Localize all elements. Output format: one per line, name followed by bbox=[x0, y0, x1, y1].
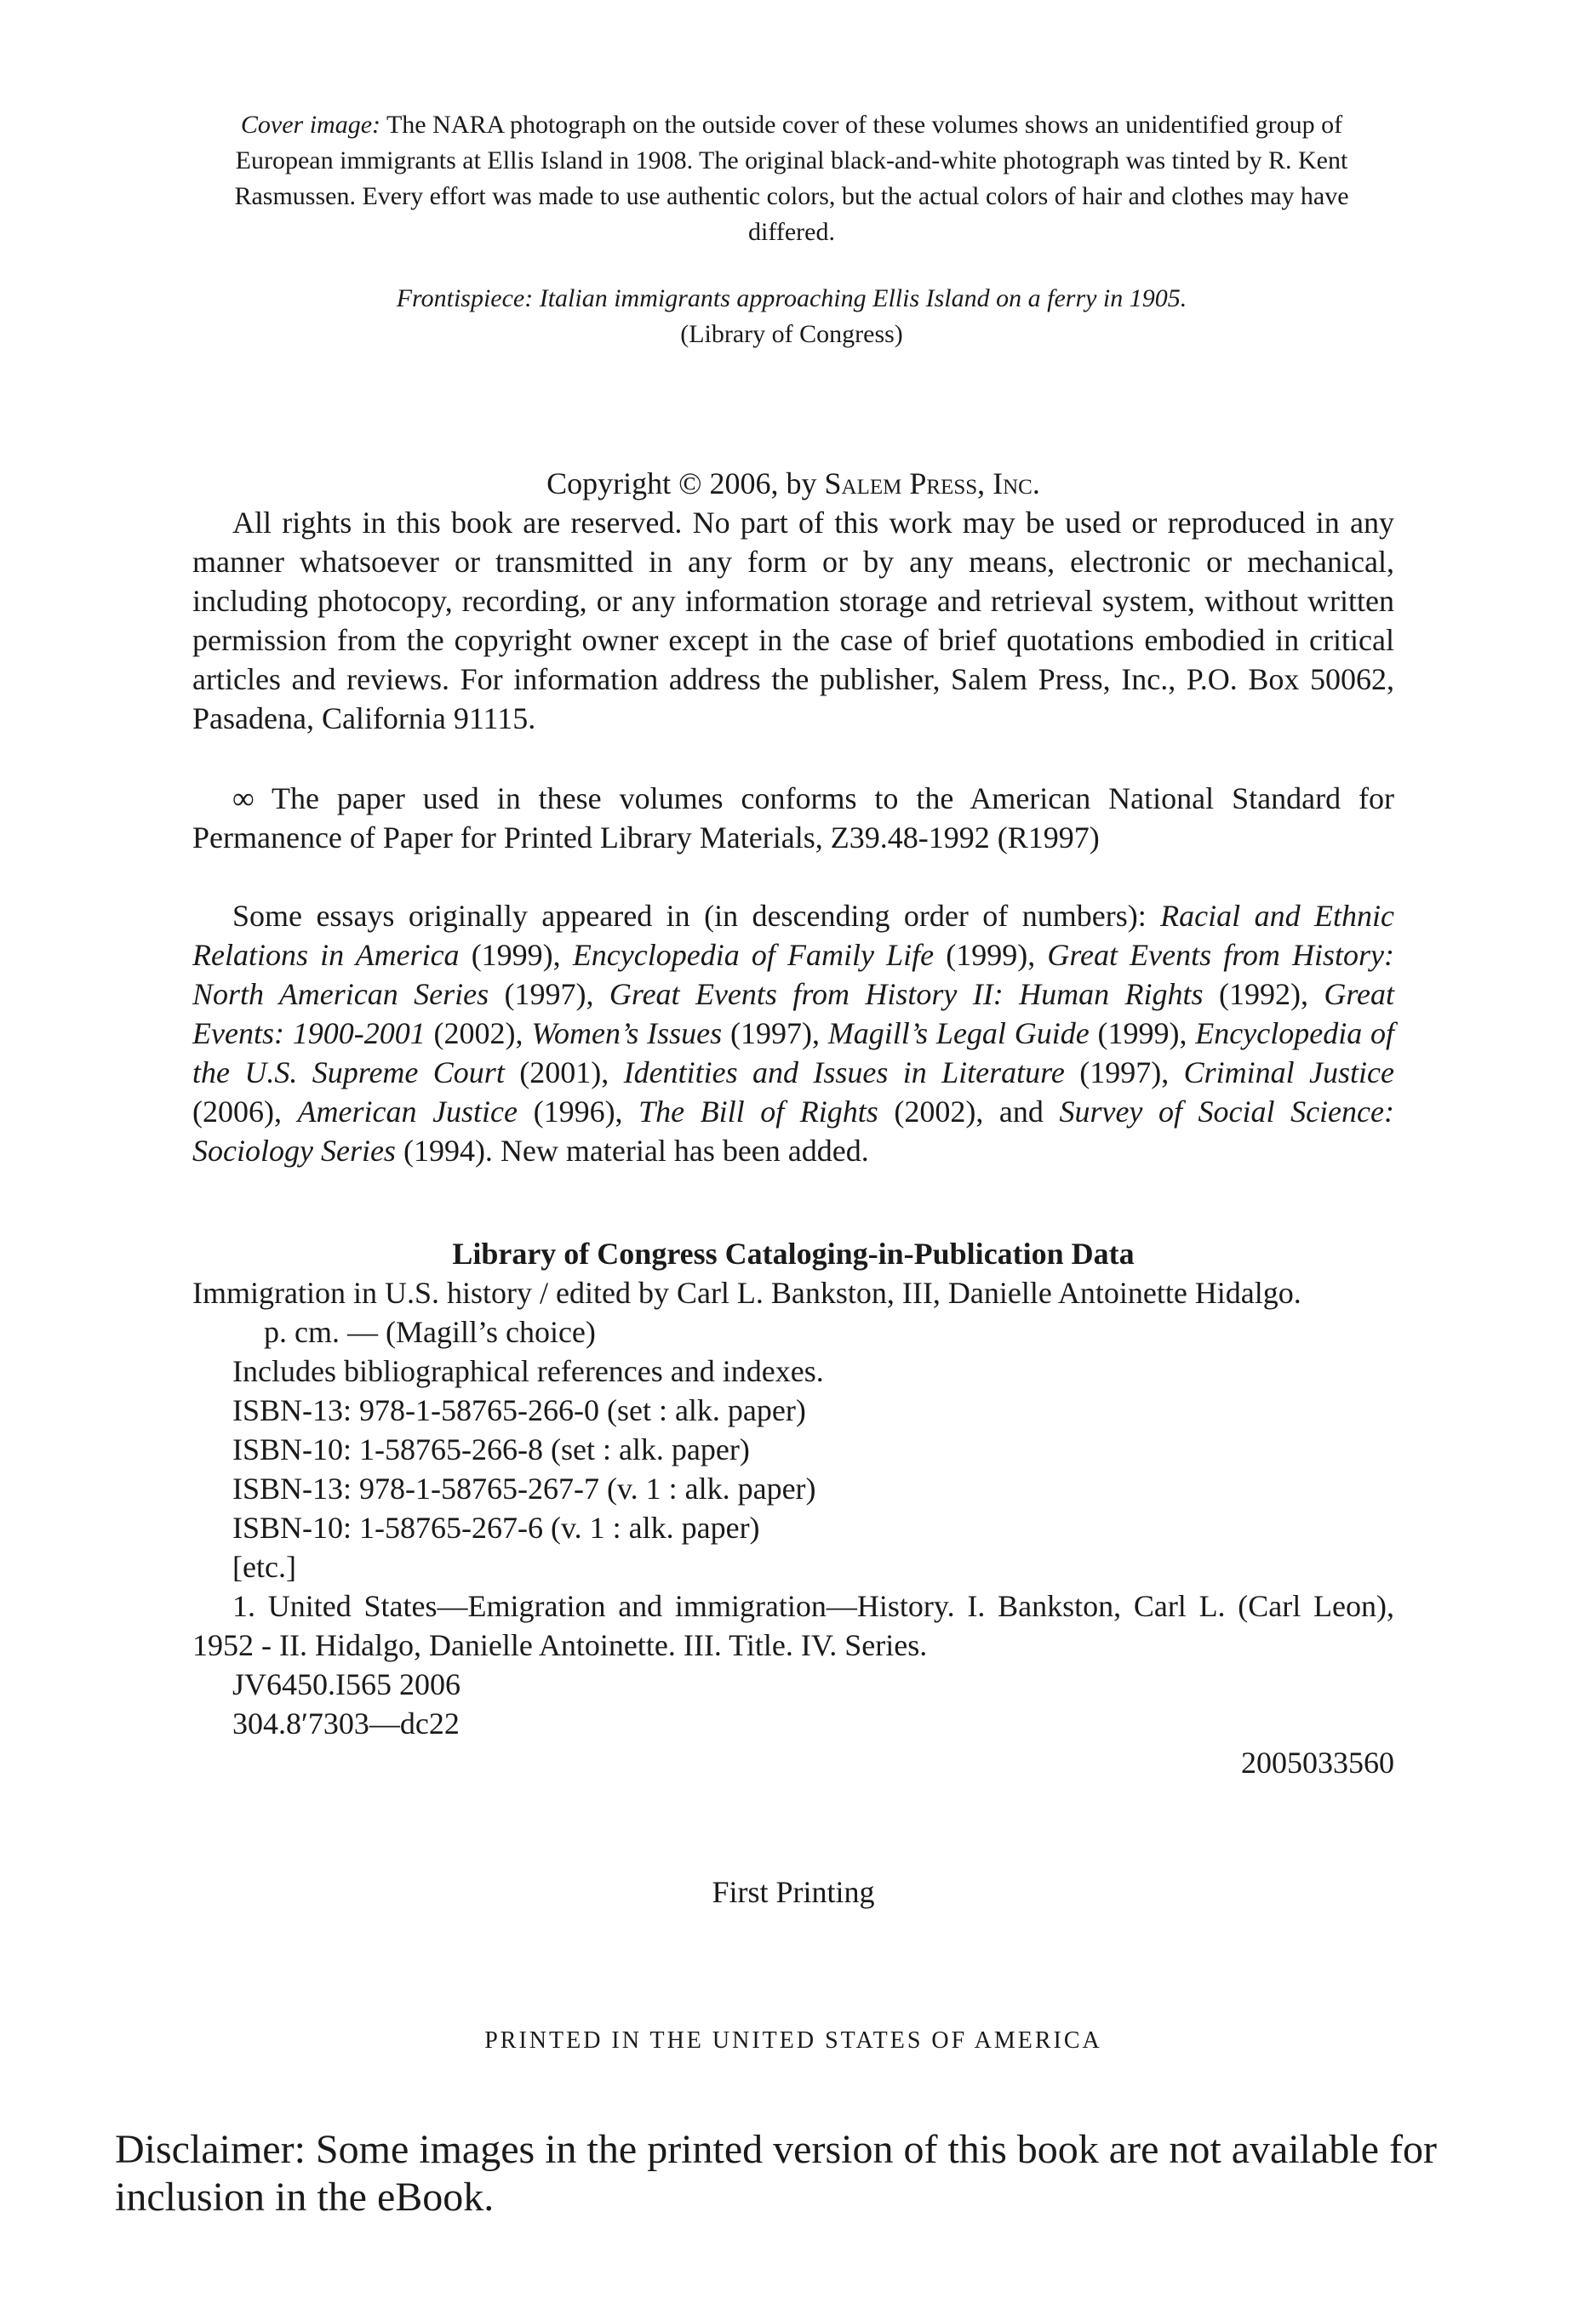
source-year: (1992), bbox=[1203, 977, 1324, 1011]
cover-image-text: The NARA photograph on the outside cover of these volumes shows an unidentified group of European immigrants at Ellis Island in 1908. The original black-and-white photograph was tinted by R. Kent Rasmussen. Every effort was made to use authentic colors, but the actual colors of hair and clothes may have differed. bbox=[234, 111, 1349, 246]
copyright-notice bbox=[192, 464, 1394, 738]
essay-sources bbox=[192, 896, 1394, 1170]
frontispiece-credit: (Library of Congress) bbox=[680, 320, 903, 348]
source-year: (2002), and bbox=[878, 1095, 1060, 1129]
paper-standard-note: ∞ The paper used in these volumes conforms to the American National Standard for Permanence of Paper for Printed Library Materials, Z39.48-1992 (R1997) bbox=[192, 781, 1394, 855]
source-year: (1999), bbox=[459, 938, 573, 972]
cip-dewey: 304.8′7303—dc22 bbox=[232, 1706, 460, 1741]
copyright-line bbox=[192, 464, 1394, 503]
source-title: American Justice bbox=[297, 1095, 518, 1129]
ebook-disclaimer: Disclaimer: Some images in the printed version of this book are not available for inclusion in the eBook. bbox=[115, 2127, 1437, 2220]
source-title: Great Events: 1900-2001 bbox=[192, 977, 1394, 1050]
source-year: (2001), bbox=[504, 1055, 624, 1089]
frontispiece-caption bbox=[196, 281, 1387, 317]
cip-heading: Library of Congress Cataloging-in-Publication Data bbox=[452, 1237, 1135, 1271]
cover-image-label: Cover image: bbox=[240, 111, 381, 139]
copyright-prefix: Copyright © 2006, by bbox=[546, 466, 825, 500]
cip-subjects: 1. United States—Emigration and immigration—History. I. Bankston, Carl L. (Carl Leon), 1952 - II. Hidalgo, Danielle Antoinette. III. Title. IV. Series. bbox=[192, 1589, 1394, 1662]
source-year: (2006), bbox=[192, 1095, 298, 1129]
source-title: Racial and Ethnic Relations in America bbox=[192, 899, 1395, 972]
essay-sources-outro: New material has been added. bbox=[500, 1134, 869, 1168]
cip-line: ISBN-13: 978-1-58765-267-7 (v. 1 : alk. paper) bbox=[232, 1472, 816, 1506]
source-title: Great Events from History II: Human Rights bbox=[609, 977, 1204, 1011]
source-title: Great Events from History: North American Series bbox=[192, 938, 1395, 1011]
source-title: Criminal Justice bbox=[1183, 1055, 1394, 1089]
publisher-name: Salem Press, Inc. bbox=[824, 466, 1040, 500]
cip-line: [etc.] bbox=[232, 1550, 296, 1584]
source-title: Encyclopedia of the U.S. Supreme Court bbox=[192, 1016, 1395, 1089]
essay-sources-intro: Some essays originally appeared in (in descending order of numbers): bbox=[232, 899, 1161, 933]
cover-image-note bbox=[196, 107, 1387, 250]
cip-line: ISBN-10: 1-58765-267-6 (v. 1 : alk. paper) bbox=[232, 1511, 760, 1545]
cip-control-number: 2005033560 bbox=[1241, 1746, 1394, 1780]
source-title: Encyclopedia of Family Life bbox=[572, 938, 935, 972]
cover-image-paragraph bbox=[196, 107, 1387, 250]
printed-in-line: PRINTED IN THE UNITED STATES OF AMERICA bbox=[484, 2027, 1102, 2054]
cip-line: ISBN-10: 1-58765-266-8 (set : alk. paper) bbox=[232, 1432, 750, 1466]
printing-line: First Printing bbox=[712, 1875, 875, 1909]
source-year: (2002), bbox=[425, 1016, 532, 1050]
rights-statement: All rights in this book are reserved. No part of this work may be used or reproduced in any manner whatsoever or transmitted in any form or by any means, electronic or mechanical, including photocopy, recording, or any information storage and retrieval system, without written permission from the copyright owner except in the case of brief quotations embodied in critical articles and reviews. For information address the publisher, Salem Press, Inc., P.O. Box 50062, Pasadena, California 91115. bbox=[192, 506, 1394, 735]
source-year: (1997), bbox=[722, 1016, 828, 1050]
cip-line: ISBN-13: 978-1-58765-266-0 (set : alk. paper) bbox=[232, 1393, 806, 1427]
source-title: Magill’s Legal Guide bbox=[827, 1016, 1090, 1050]
frontispiece-note bbox=[196, 281, 1387, 352]
source-year: (1999), bbox=[934, 938, 1048, 972]
cip-call-number: JV6450.I565 2006 bbox=[232, 1667, 460, 1701]
source-year: (1997), bbox=[489, 977, 609, 1011]
source-year: (1997), bbox=[1064, 1055, 1184, 1089]
cip-series: p. cm. — (Magill’s choice) bbox=[264, 1315, 596, 1349]
source-title: Survey of Social Science: Sociology Series bbox=[192, 1095, 1394, 1168]
source-title: Women’s Issues bbox=[531, 1016, 723, 1050]
frontispiece-caption-text: Frontispiece: Italian immigrants approaching Ellis Island on a ferry in 1905. bbox=[396, 284, 1187, 312]
source-title: The Bill of Rights bbox=[638, 1095, 878, 1129]
source-year: (1996), bbox=[518, 1095, 639, 1129]
cip-line: Includes bibliographical references and indexes. bbox=[232, 1354, 824, 1388]
source-year: (1994). bbox=[395, 1134, 501, 1168]
source-year: (1999), bbox=[1089, 1016, 1196, 1050]
source-title: Identities and Issues in Literature bbox=[623, 1055, 1065, 1089]
cip-main-entry: Immigration in U.S. history / edited by Carl L. Bankston, III, Danielle Antoinette Hidalgo. bbox=[192, 1276, 1301, 1310]
cip-data bbox=[192, 1234, 1394, 1782]
